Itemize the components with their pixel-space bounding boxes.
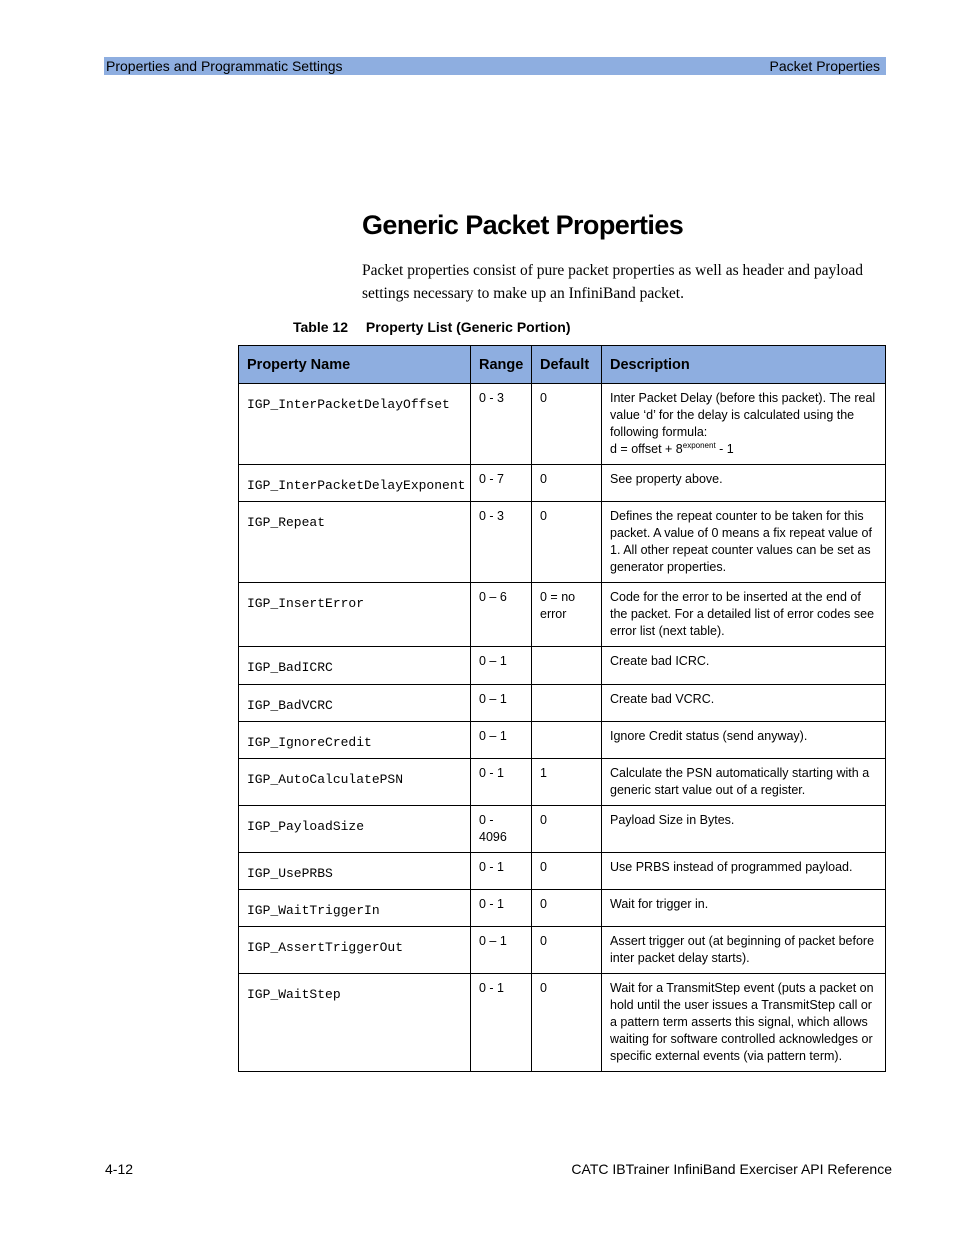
property-range: 0 - 1 [471,974,532,1072]
property-default: 0 [532,806,602,853]
property-name: IGP_AutoCalculatePSN [239,759,471,806]
table-caption [293,318,570,336]
intro-paragraph: Packet properties consist of pure packet properties as well as header and payload settings necessary to make up an InfiniBand packet. [362,262,863,302]
property-name: IGP_Repeat [239,502,471,583]
property-default: 0 [532,502,602,583]
property-default: 0 = no error [532,583,602,647]
property-range: 0 - 3 [471,502,532,583]
property-range: 0 - 4096 [471,806,532,853]
formula-prefix: d = offset + 8 [610,442,683,456]
header-topic: Packet Properties [769,58,880,74]
property-default [532,722,602,759]
property-name: IGP_IgnoreCredit [239,722,471,759]
column-header-property-name: Property Name [239,346,471,384]
property-range: 0 - 1 [471,853,532,890]
property-description: Assert trigger out (at beginning of packet before inter packet delay starts). [602,927,886,974]
property-default [532,647,602,685]
description-text: Inter Packet Delay (before this packet). The real value ‘d’ for the delay is calculated using the following formula: [610,391,876,439]
table-row [239,502,886,583]
property-default: 0 [532,890,602,927]
table-row [239,806,886,853]
property-range: 0 - 7 [471,465,532,502]
table-row [239,685,886,722]
property-description: Create bad VCRC. [602,685,886,722]
property-range: 0 - 1 [471,890,532,927]
property-description: Defines the repeat counter to be taken for this packet. A value of 0 means a fix repeat value of 1. All other repeat counter values can be set as generator properties. [602,502,886,583]
property-name: IGP_InterPacketDelayOffset [239,384,471,465]
property-description [602,384,886,465]
property-name: IGP_WaitTriggerIn [239,890,471,927]
property-name: IGP_AssertTriggerOut [239,927,471,974]
property-default: 1 [532,759,602,806]
table-row [239,974,886,1072]
property-default: 0 [532,927,602,974]
property-name: IGP_PayloadSize [239,806,471,853]
table-row [239,465,886,502]
formula-suffix: - 1 [715,442,734,456]
document-title: CATC IBTrainer InfiniBand Exerciser API Reference [571,1161,892,1177]
page-number: 4-12 [105,1161,134,1177]
property-default: 0 [532,384,602,465]
table-row [239,890,886,927]
header-section-title: Properties and Programmatic Settings [106,58,343,74]
property-description: Use PRBS instead of programmed payload. [602,853,886,890]
property-range: 0 - 3 [471,384,532,465]
table-row [239,384,886,465]
table-row [239,647,886,685]
property-description: Wait for trigger in. [602,890,886,927]
property-description: Ignore Credit status (send anyway). [602,722,886,759]
property-range: 0 – 1 [471,927,532,974]
property-name: IGP_BadICRC [239,647,471,685]
column-header-default: Default [532,346,602,384]
property-description: Payload Size in Bytes. [602,806,886,853]
property-default: 0 [532,853,602,890]
column-header-description: Description [602,346,886,384]
property-name: IGP_BadVCRC [239,685,471,722]
property-default: 0 [532,465,602,502]
property-range: 0 - 1 [471,759,532,806]
table-row [239,759,886,806]
table-row [239,722,886,759]
property-range: 0 – 1 [471,685,532,722]
property-description: Calculate the PSN automatically starting with a generic start value out of a register. [602,759,886,806]
table-caption-title: Property List (Generic Portion) [365,319,571,335]
property-description: Code for the error to be inserted at the end of the packet. For a detailed list of error codes see error list (next table). [602,583,886,647]
table-header-row [239,346,886,384]
property-description: See property above. [602,465,886,502]
property-name: IGP_WaitStep [239,974,471,1072]
property-description: Create bad ICRC. [602,647,886,685]
table-row [239,853,886,890]
property-range: 0 – 6 [471,583,532,647]
table-row [239,583,886,647]
column-header-range: Range [471,346,532,384]
page-title: Generic Packet Properties [362,210,684,240]
property-description: Wait for a TransmitStep event (puts a packet on hold until the user issues a TransmitStep call or a pattern term asserts this signal, which allows waiting for software controlled acknowledges or specific external events (via pattern term). [602,974,886,1072]
property-range: 0 – 1 [471,722,532,759]
table-row [239,927,886,974]
running-header [104,57,886,75]
property-name: IGP_UsePRBS [239,853,471,890]
property-name: IGP_InterPacketDelayExponent [239,465,471,502]
property-name: IGP_InsertError [239,583,471,647]
property-default [532,685,602,722]
formula-exponent: exponent [682,440,716,450]
property-range: 0 – 1 [471,647,532,685]
property-default: 0 [532,974,602,1072]
property-table [238,345,886,1072]
table-caption-label: Table 12 [293,319,348,335]
